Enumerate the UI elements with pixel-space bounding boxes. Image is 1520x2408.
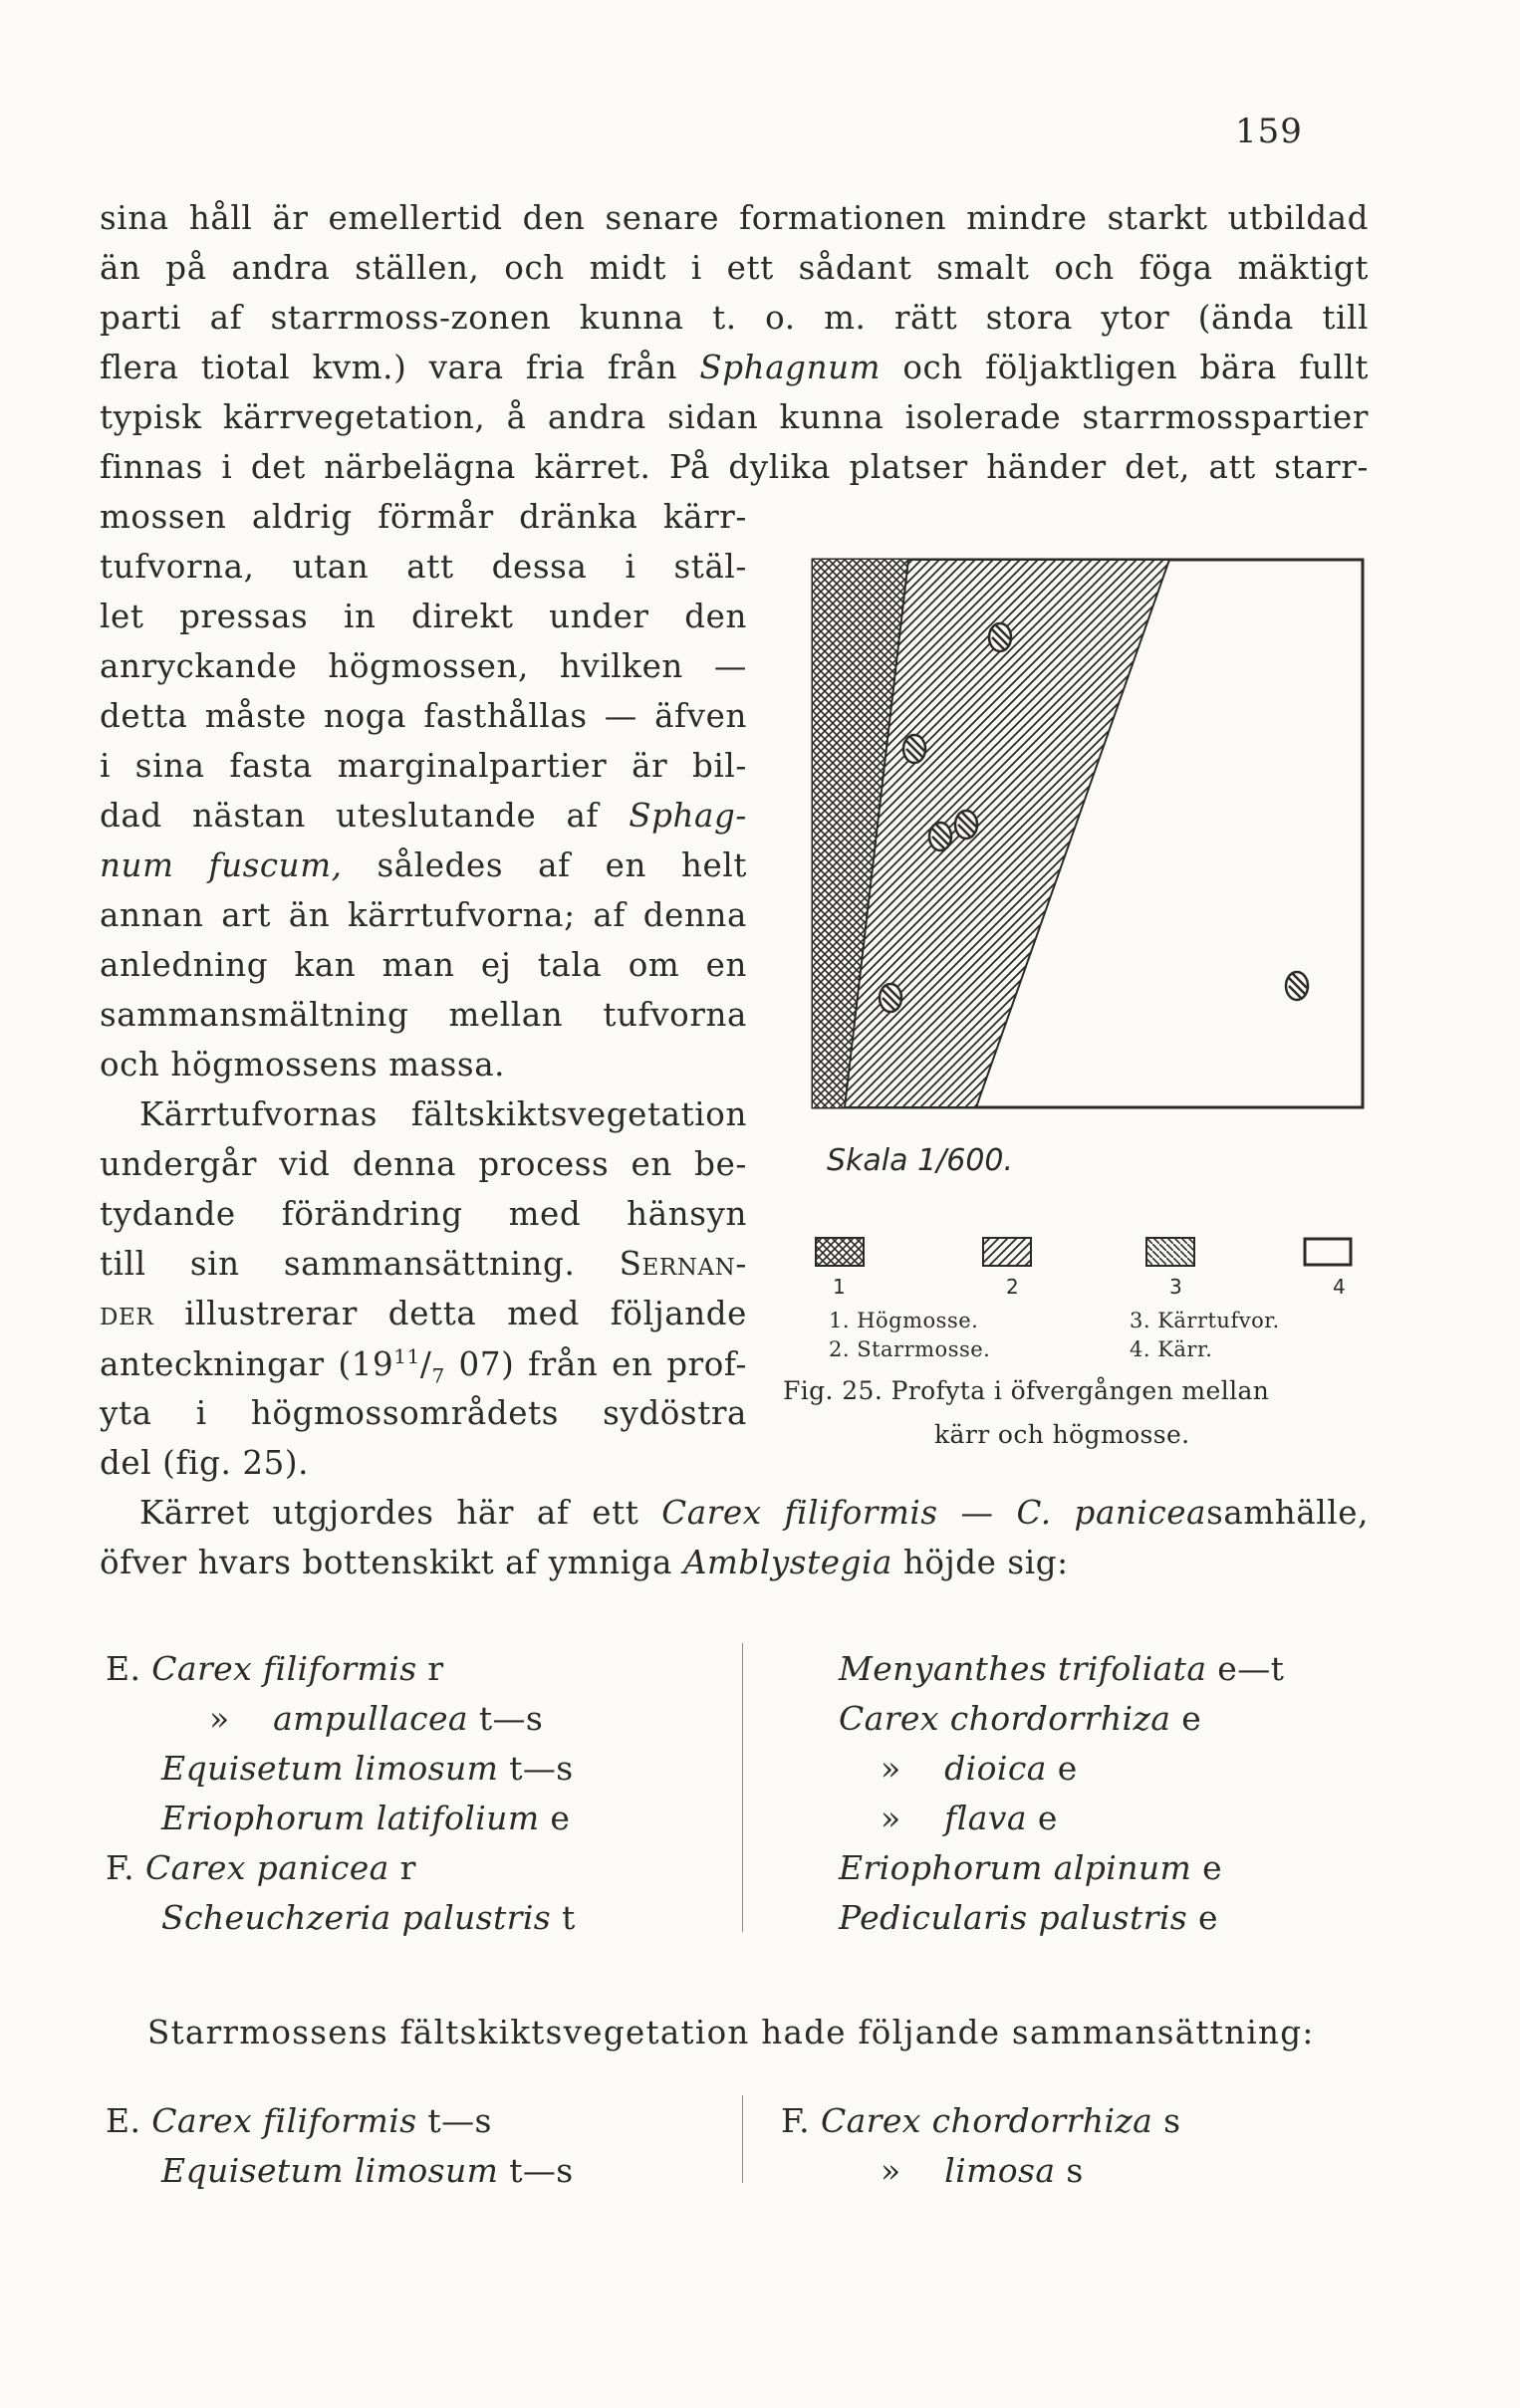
abundance: e: [550, 1799, 571, 1837]
text-line: [100, 846, 747, 884]
species-name: Carex filiformis: [151, 2101, 417, 2140]
text-line: och högmossens massa.: [100, 1046, 506, 1084]
text-line: anryckande högmossen, hvilken —: [100, 647, 747, 685]
date-slash: /: [419, 1344, 432, 1383]
species-name: Equisetum limosum: [161, 1749, 499, 1788]
species-name: ampullacea: [273, 1699, 468, 1738]
text-line: tydande förändring med hänsyn: [100, 1195, 747, 1233]
abundance: e: [1202, 1848, 1223, 1887]
species-name: dioica: [944, 1749, 1047, 1788]
italic-taxon: Amblystegia: [682, 1544, 892, 1581]
date-sup: 11: [393, 1344, 420, 1368]
abundance: r: [427, 1649, 444, 1688]
text-span: [100, 1344, 747, 1388]
text-span: öfver hvars bottenskikt af ymniga: [100, 1544, 672, 1581]
page-number: 159: [1235, 112, 1303, 151]
abundance: e: [1181, 1699, 1202, 1738]
text-line: [139, 1494, 1369, 1532]
date-part: anteckningar (19: [100, 1344, 394, 1383]
row-prefix: »: [881, 2151, 901, 2190]
section-heading: Starrmossens fältskiktsvegetation hade följande sammansättning:: [147, 2014, 1315, 2051]
table-row: [161, 2151, 574, 2190]
text-line: del (fig. 25).: [100, 1444, 310, 1482]
legend-swatch-starrmosse: [982, 1237, 1032, 1267]
table-row: [161, 1898, 576, 1937]
text-span: och följaktligen bära fullt: [902, 349, 1370, 386]
italic-taxon: Sphag-: [629, 797, 748, 835]
row-prefix: F.: [781, 2101, 811, 2140]
abundance: t—s: [427, 2101, 492, 2140]
species-name: Scheuchzeria palustris: [161, 1898, 552, 1937]
text-line: typisk kärrvegetation, å andra sidan kunna isolerade starrmosspartier: [100, 398, 1369, 436]
species-name: Carex chordorrhiza: [839, 1699, 1171, 1738]
text-line: [100, 1344, 747, 1387]
text-line: Kärrtufvornas fältskiktsvegetation: [139, 1095, 747, 1133]
abundance: t—s: [509, 1749, 574, 1788]
tuft-icon: [903, 735, 925, 763]
abundance: r: [399, 1848, 416, 1887]
abundance: t: [562, 1898, 576, 1937]
table-divider: [742, 2095, 743, 2183]
text-line: [100, 349, 1369, 386]
figure-caption: Fig. 25. Profyta i öfvergången mellan: [783, 1376, 1270, 1405]
species-name: flava: [944, 1799, 1027, 1837]
text-line: sammansmältning mellan tufvorna: [100, 996, 747, 1034]
species-name: Equisetum limosum: [161, 2151, 499, 2190]
text-line: parti af starrmoss-zonen kunna t. o. m. rätt stora ytor (ända till: [100, 299, 1369, 337]
table-row: [839, 1848, 1222, 1887]
table-row: [839, 1898, 1218, 1937]
legend-item: 2. Starrmosse.: [829, 1337, 991, 1361]
scale-label: Skala 1/600.: [827, 1143, 1014, 1178]
species-name: Carex panicea: [144, 1848, 389, 1887]
text-span: flera tiotal kvm.) vara fria från: [100, 349, 678, 386]
text-span: dad nästan uteslutande af: [100, 797, 600, 835]
table-row: [839, 1649, 1284, 1688]
text-span: Kärret utgjordes här af ett: [139, 1494, 639, 1532]
row-prefix: »: [881, 1799, 901, 1837]
row-prefix: »: [209, 1699, 230, 1738]
row-prefix: E.: [106, 1649, 141, 1688]
abundance: e: [1037, 1799, 1058, 1837]
text-line: let pressas in direkt under den: [100, 598, 747, 635]
text-line: mossen aldrig förmår dränka kärr-: [100, 498, 747, 536]
tuft-icon: [929, 823, 951, 850]
figure-caption: kärr och högmosse.: [934, 1420, 1190, 1449]
legend-item: 4. Kärr.: [1130, 1337, 1213, 1361]
text-line: [100, 1295, 747, 1332]
author-name: der: [100, 1295, 154, 1332]
text-line: [100, 1544, 1069, 1581]
text-span: till sin sammansättning.: [100, 1245, 576, 1283]
species-name: Carex chordorrhiza: [820, 2101, 1153, 2140]
row-prefix: »: [881, 1749, 901, 1788]
text-line: detta måste noga fasthållas — äfven: [100, 697, 747, 735]
table-row: [106, 1848, 416, 1887]
date-part: 07) från en prof-: [444, 1344, 747, 1383]
legend-item: 1. Högmosse.: [829, 1309, 979, 1332]
text-span: samhälle,: [1206, 1494, 1370, 1532]
table-row: [209, 1699, 543, 1738]
italic-taxon: Sphagnum: [699, 349, 882, 386]
text-line: undergår vid denna process en be-: [100, 1145, 747, 1183]
tuft-icon: [880, 984, 901, 1012]
abundance: s: [1066, 2151, 1084, 2190]
tuft-icon: [989, 623, 1011, 651]
text-line: annan art än kärrtufvorna; af denna: [100, 896, 747, 934]
species-name: Menyanthes trifoliata: [839, 1649, 1207, 1688]
legend-number: 1: [833, 1275, 846, 1299]
italic-taxon: num fuscum,: [100, 846, 343, 884]
table-row: [881, 1749, 1078, 1788]
species-name: limosa: [944, 2151, 1056, 2190]
text-line: i sina fasta marginalpartier är bil-: [100, 747, 747, 785]
tuft-icon: [955, 811, 977, 839]
legend-number: 4: [1333, 1275, 1346, 1299]
table-row: [881, 2151, 1084, 2190]
table-divider: [742, 1643, 743, 1932]
row-prefix: E.: [106, 2101, 141, 2140]
table-row: [106, 1649, 444, 1688]
text-line: än på andra ställen, och midt i ett sådant smalt och föga mäktigt: [100, 249, 1369, 287]
species-name: Eriophorum latifolium: [161, 1799, 540, 1837]
legend-number: 3: [1169, 1275, 1182, 1299]
row-prefix: F.: [106, 1848, 135, 1887]
species-name: Pedicularis palustris: [839, 1898, 1188, 1937]
text-span: höjde sig:: [902, 1544, 1069, 1581]
species-name: Eriophorum alpinum: [839, 1848, 1192, 1887]
text-line: yta i högmossområdets sydöstra: [100, 1394, 747, 1432]
abundance: e: [1057, 1749, 1078, 1788]
legend-number: 2: [1006, 1275, 1019, 1299]
text-span: illustrerar detta med följande: [184, 1295, 747, 1332]
text-span: således af en helt: [377, 846, 747, 884]
legend-swatch-hogmosse: [815, 1237, 865, 1267]
text-line: finnas i det närbelägna kärret. På dylika platser händer det, att starr-: [100, 448, 1369, 486]
text-line: [100, 797, 747, 835]
abundance: e: [1198, 1898, 1218, 1937]
author-name: Sernan-: [619, 1245, 747, 1283]
text-line: anledning kan man ej tala om en: [100, 946, 747, 984]
table-row: [839, 1699, 1201, 1738]
text-line: sina håll är emellertid den senare formationen mindre starkt utbildad: [100, 199, 1369, 237]
tuft-icon: [1286, 972, 1308, 1000]
species-name: Carex filiformis: [151, 1649, 417, 1688]
legend-swatch-karrtufvor: [1145, 1237, 1195, 1267]
abundance: t—s: [509, 2151, 574, 2190]
italic-taxon: Carex filiformis — C. panicea: [661, 1494, 1207, 1532]
date-sub: 7: [431, 1363, 445, 1388]
abundance: e—t: [1217, 1649, 1285, 1688]
table-row: [161, 1749, 574, 1788]
legend-item: 3. Kärrtufvor.: [1130, 1309, 1280, 1332]
legend-swatch-karr: [1303, 1237, 1353, 1267]
table-row: [106, 2101, 492, 2140]
abundance: t—s: [478, 1699, 544, 1738]
profile-figure: [809, 556, 1367, 1111]
table-row: [881, 1799, 1058, 1837]
table-row: [781, 2101, 1181, 2140]
abundance: s: [1163, 2101, 1181, 2140]
text-line: [100, 1245, 747, 1283]
table-row: [161, 1799, 570, 1837]
text-line: tufvorna, utan att dessa i stäl-: [100, 548, 747, 586]
